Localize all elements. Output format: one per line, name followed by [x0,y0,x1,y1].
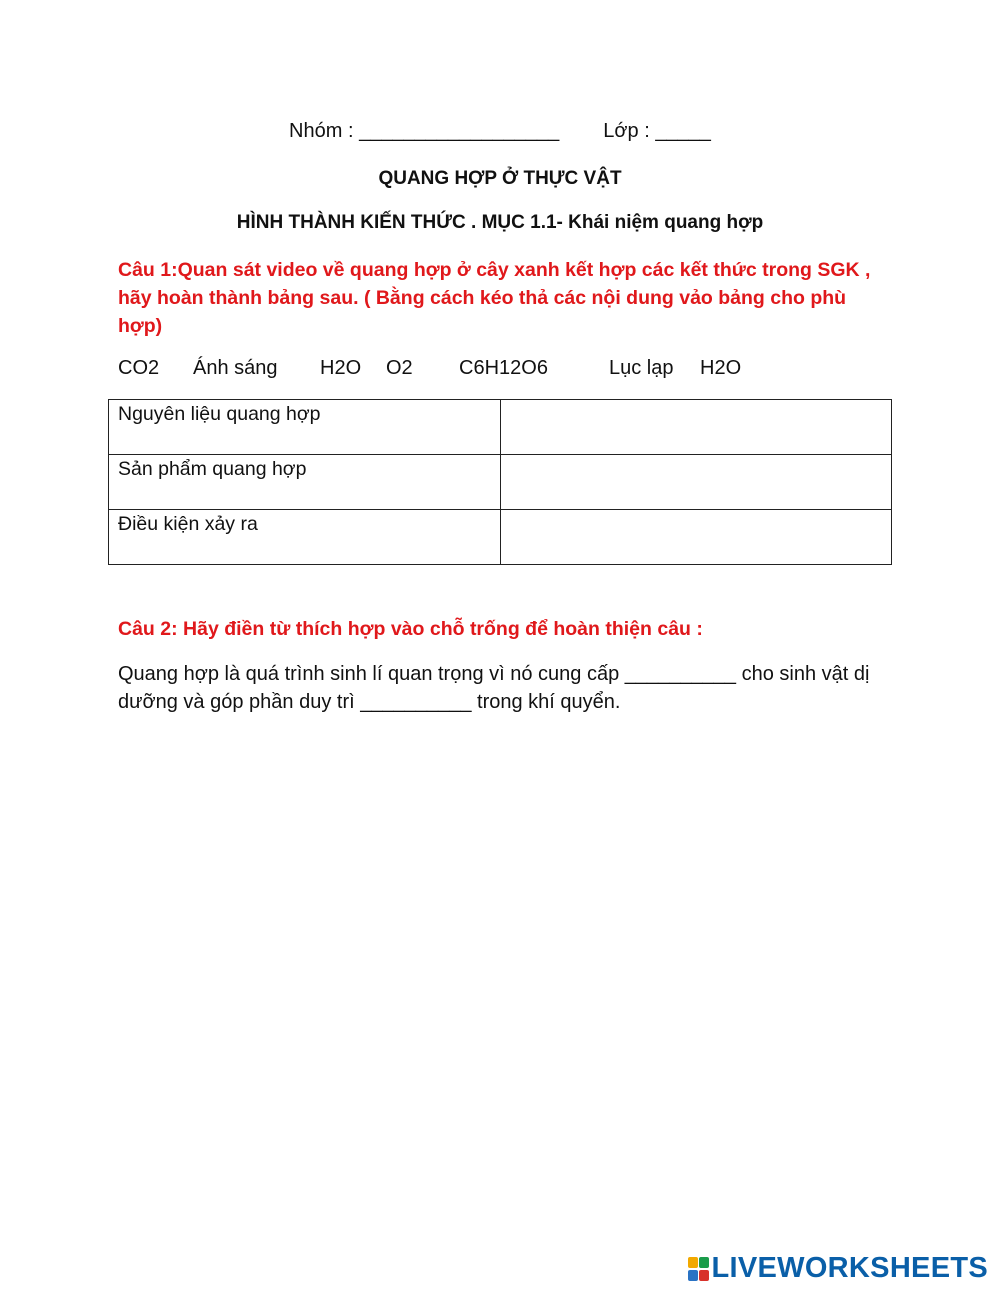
question-1-line-2: hãy hoàn thành bảng sau. ( Bằng cách kéo thả các nội dung vảo bảng cho phù [118,287,847,309]
question-1 [118,256,888,340]
question-2: Câu 2: Hãy điền từ thích hợp vào chỗ trống để hoàn thiện câu : [118,618,703,640]
table-row [109,510,892,565]
table-row [109,400,892,455]
drag-word-h2o-2[interactable]: H2O [700,357,742,379]
row-label-conditions: Điều kiện xảy ra [109,510,501,565]
fill-blank-1[interactable]: __________ [624,663,737,685]
drag-word-co2[interactable]: CO2 [118,357,160,379]
row-label-products: Sản phẩm quang hợp [109,455,501,510]
drop-zone-raw-materials[interactable] [501,400,892,455]
drop-zone-products[interactable] [501,455,892,510]
section-subtitle: HÌNH THÀNH KIẾN THỨC . MỤC 1.1- Khái niệm quang hợp [236,212,764,233]
group-label: Nhóm : __________________ [289,120,560,142]
fill-blank-2[interactable]: __________ [360,691,472,713]
logo-text: LIVEWORKSHEETS [711,1252,988,1284]
drag-word-o2[interactable]: O2 [386,357,413,379]
class-label: Lớp : _____ [603,120,711,142]
worksheet-header [0,120,1000,143]
drag-word-c6h12o6[interactable]: C6H12O6 [459,357,548,379]
row-label-raw-materials: Nguyên liệu quang hợp [109,400,501,455]
drag-word-luc-lap[interactable]: Lục lạp [609,357,674,379]
question-1-line-3: hợp) [118,315,163,337]
liveworksheets-logo [688,1252,989,1285]
fill-in-paragraph [118,660,898,716]
answer-table [108,399,892,565]
drag-word-h2o[interactable]: H2O [320,357,362,379]
drag-word-anh-sang[interactable]: Ánh sáng [193,357,278,379]
paragraph-text-3: trong khí quyển. [471,691,621,713]
page-title: QUANG HỢP Ở THỰC VẬT [378,168,622,189]
liveworksheets-icon [688,1256,710,1282]
table-row [109,455,892,510]
drop-zone-conditions[interactable] [501,510,892,565]
paragraph-text-2: cho sinh vật dị dưỡng và góp phần duy trì [118,663,870,713]
paragraph-text-1: Quang hợp là quá trình sinh lí quan trọng vì nó cung cấp [118,663,625,685]
question-1-line-1: Câu 1:Quan sát video về quang hợp ở cây xanh kết hợp các kết thức trong SGK , [118,259,871,281]
